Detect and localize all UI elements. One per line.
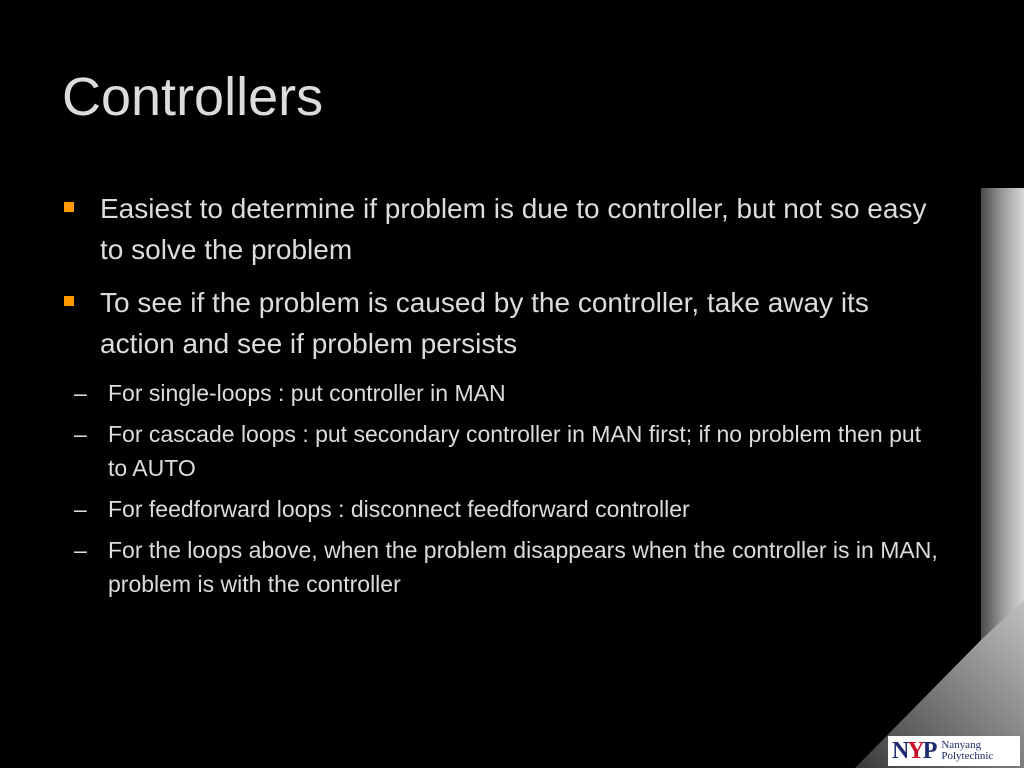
nyp-logo xyxy=(888,736,1020,766)
bullet-item xyxy=(62,188,942,270)
bullet-item xyxy=(62,282,942,364)
sub-bullet-text: For single-loops : put controller in MAN xyxy=(108,380,506,406)
slide-title: Controllers xyxy=(62,67,324,127)
sub-bullet-text: For cascade loops : put secondary controller in MAN first; if no problem then put to AUTO xyxy=(108,421,922,481)
square-bullet-icon xyxy=(64,296,74,306)
slide-content xyxy=(62,188,942,608)
bullet-text: To see if the problem is caused by the controller, take away its action and see if problem persists xyxy=(100,287,869,359)
sub-bullet-item xyxy=(62,417,942,485)
nyp-logo-text: Nanyang Polytechnic xyxy=(941,739,994,762)
sub-bullet-text: For the loops above, when the problem disappears when the controller is in MAN, problem is with the controller xyxy=(108,537,938,597)
square-bullet-icon xyxy=(64,202,74,212)
sub-bullet-item xyxy=(62,376,942,410)
bullet-text: Easiest to determine if problem is due to controller, but not so easy to solve the problem xyxy=(100,193,927,265)
dash-marker: – xyxy=(74,380,87,406)
sub-bullet-text: For feedforward loops : disconnect feedforward controller xyxy=(108,496,690,522)
dash-marker: – xyxy=(74,421,87,447)
nyp-logo-mark: NYP xyxy=(892,738,936,764)
sub-bullet-item xyxy=(62,492,942,526)
sub-bullet-list xyxy=(62,376,942,601)
dash-marker: – xyxy=(74,496,87,522)
sub-bullet-item xyxy=(62,533,942,601)
dash-marker: – xyxy=(74,537,87,563)
